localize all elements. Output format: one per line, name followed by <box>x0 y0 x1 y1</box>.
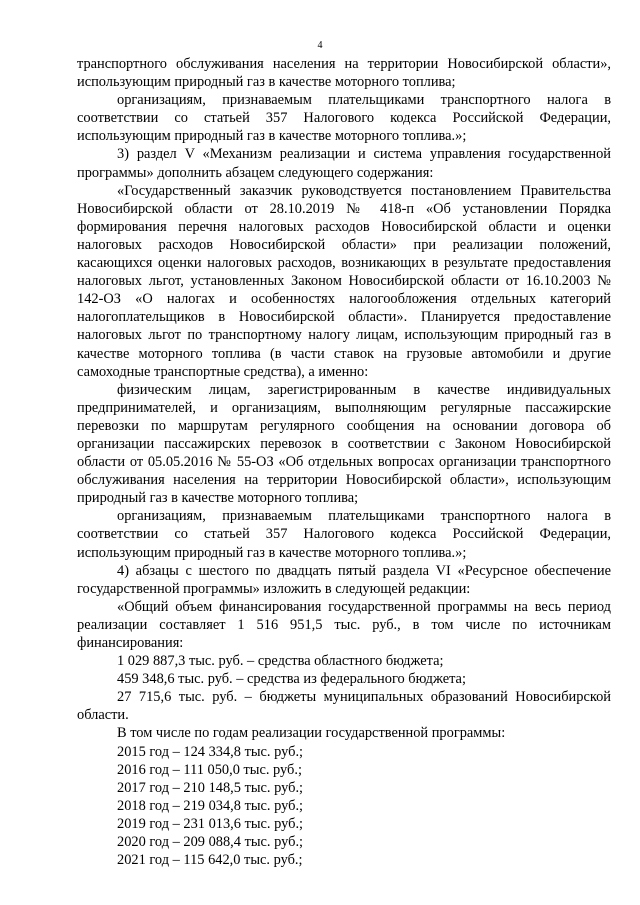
year-funding-line: 2015 год – 124 334,8 тыс. руб.; <box>117 743 304 760</box>
paragraph: 459 348,6 тыс. руб. – средства из федерального бюджета; <box>117 671 466 688</box>
paragraph: 27 715,6 тыс. руб. – бюджеты муниципальных образований Новосибирской области. <box>77 689 611 724</box>
paragraph: «Государственный заказчик руководствуется постановлением Правительства Новосибирской области от 28.10.2019 № 418-п «Об установлении Порядка формирования перечня налоговых расходов Новосибирской области и оценки налоговых расходов Новосибирской области» при реализации положений, касающихся оценки налоговых расходов, возникающих в результате предоставления налоговых льгот, установленных Законом Новосибирской области от 16.10.2003 № 142-ОЗ «О налогах и особенностях налогообложения отдельных категорий налогоплательщиков в Новосибирской области». Планируется предоставление налоговых льгот по транспортному налогу лицам, использующим природный газ в качестве моторного топлива (в части ставок на грузовые автомобили и другие самоходные транспортные средства), а именно: <box>77 182 611 380</box>
paragraph: «Общий объем финансирования государственной программы на весь период реализации составляет 1 516 951,5 тыс. руб., в том числе по источникам финансирования: <box>77 598 611 651</box>
paragraph: 4) абзацы с шестого по двадцать пятый раздела VI «Ресурсное обеспечение государственной программы» изложить в следующей редакции: <box>77 562 611 597</box>
year-funding-line: 2017 год – 210 148,5 тыс. руб.; <box>117 779 304 796</box>
year-funding-line: 2016 год – 111 050,0 тыс. руб.; <box>117 761 302 778</box>
paragraph: транспортного обслуживания населения на территории Новосибирской области», использующим природный газ в качестве моторного топлива; <box>77 56 611 91</box>
document-body <box>77 55 611 869</box>
paragraph: 3) раздел V «Механизм реализации и система управления государственной программы» дополнить абзацем следующего содержания: <box>77 146 611 181</box>
paragraph: В том числе по годам реализации государственной программы: <box>117 725 506 742</box>
year-funding-line: 2019 год – 231 013,6 тыс. руб.; <box>117 815 304 832</box>
page-number: 4 <box>317 40 323 51</box>
year-funding-line: 2020 год – 209 088,4 тыс. руб.; <box>117 834 304 851</box>
year-funding-line: 2018 год – 219 034,8 тыс. руб.; <box>117 797 304 814</box>
paragraph: физическим лицам, зарегистрированным в качестве индивидуальных предпринимателей, и организациям, выполняющим регулярные пассажирские перевозки по маршрутам регулярного сообщения на основании договора об организации пассажирских перевозок в соответствии с Законом Новосибирской области от 05.05.2016 № 55-ОЗ «Об отдельных вопросах организации транспортного обслуживания населения на территории Новосибирской области», использующим природный газ в качестве моторного топлива; <box>77 381 611 507</box>
paragraph: организациям, признаваемым плательщиками транспортного налога в соответствии со статьей 357 Налогового кодекса Российской Федерации, использующим природный газ в качестве моторного топлива.»; <box>77 92 611 145</box>
paragraph: 1 029 887,3 тыс. руб. – средства областного бюджета; <box>117 653 444 670</box>
paragraph: организациям, признаваемым плательщиками транспортного налога в соответствии со статьей 357 Налогового кодекса Российской Федерации, использующим природный газ в качестве моторного топлива.»; <box>77 508 611 561</box>
year-funding-line: 2021 год – 115 642,0 тыс. руб.; <box>117 852 303 869</box>
